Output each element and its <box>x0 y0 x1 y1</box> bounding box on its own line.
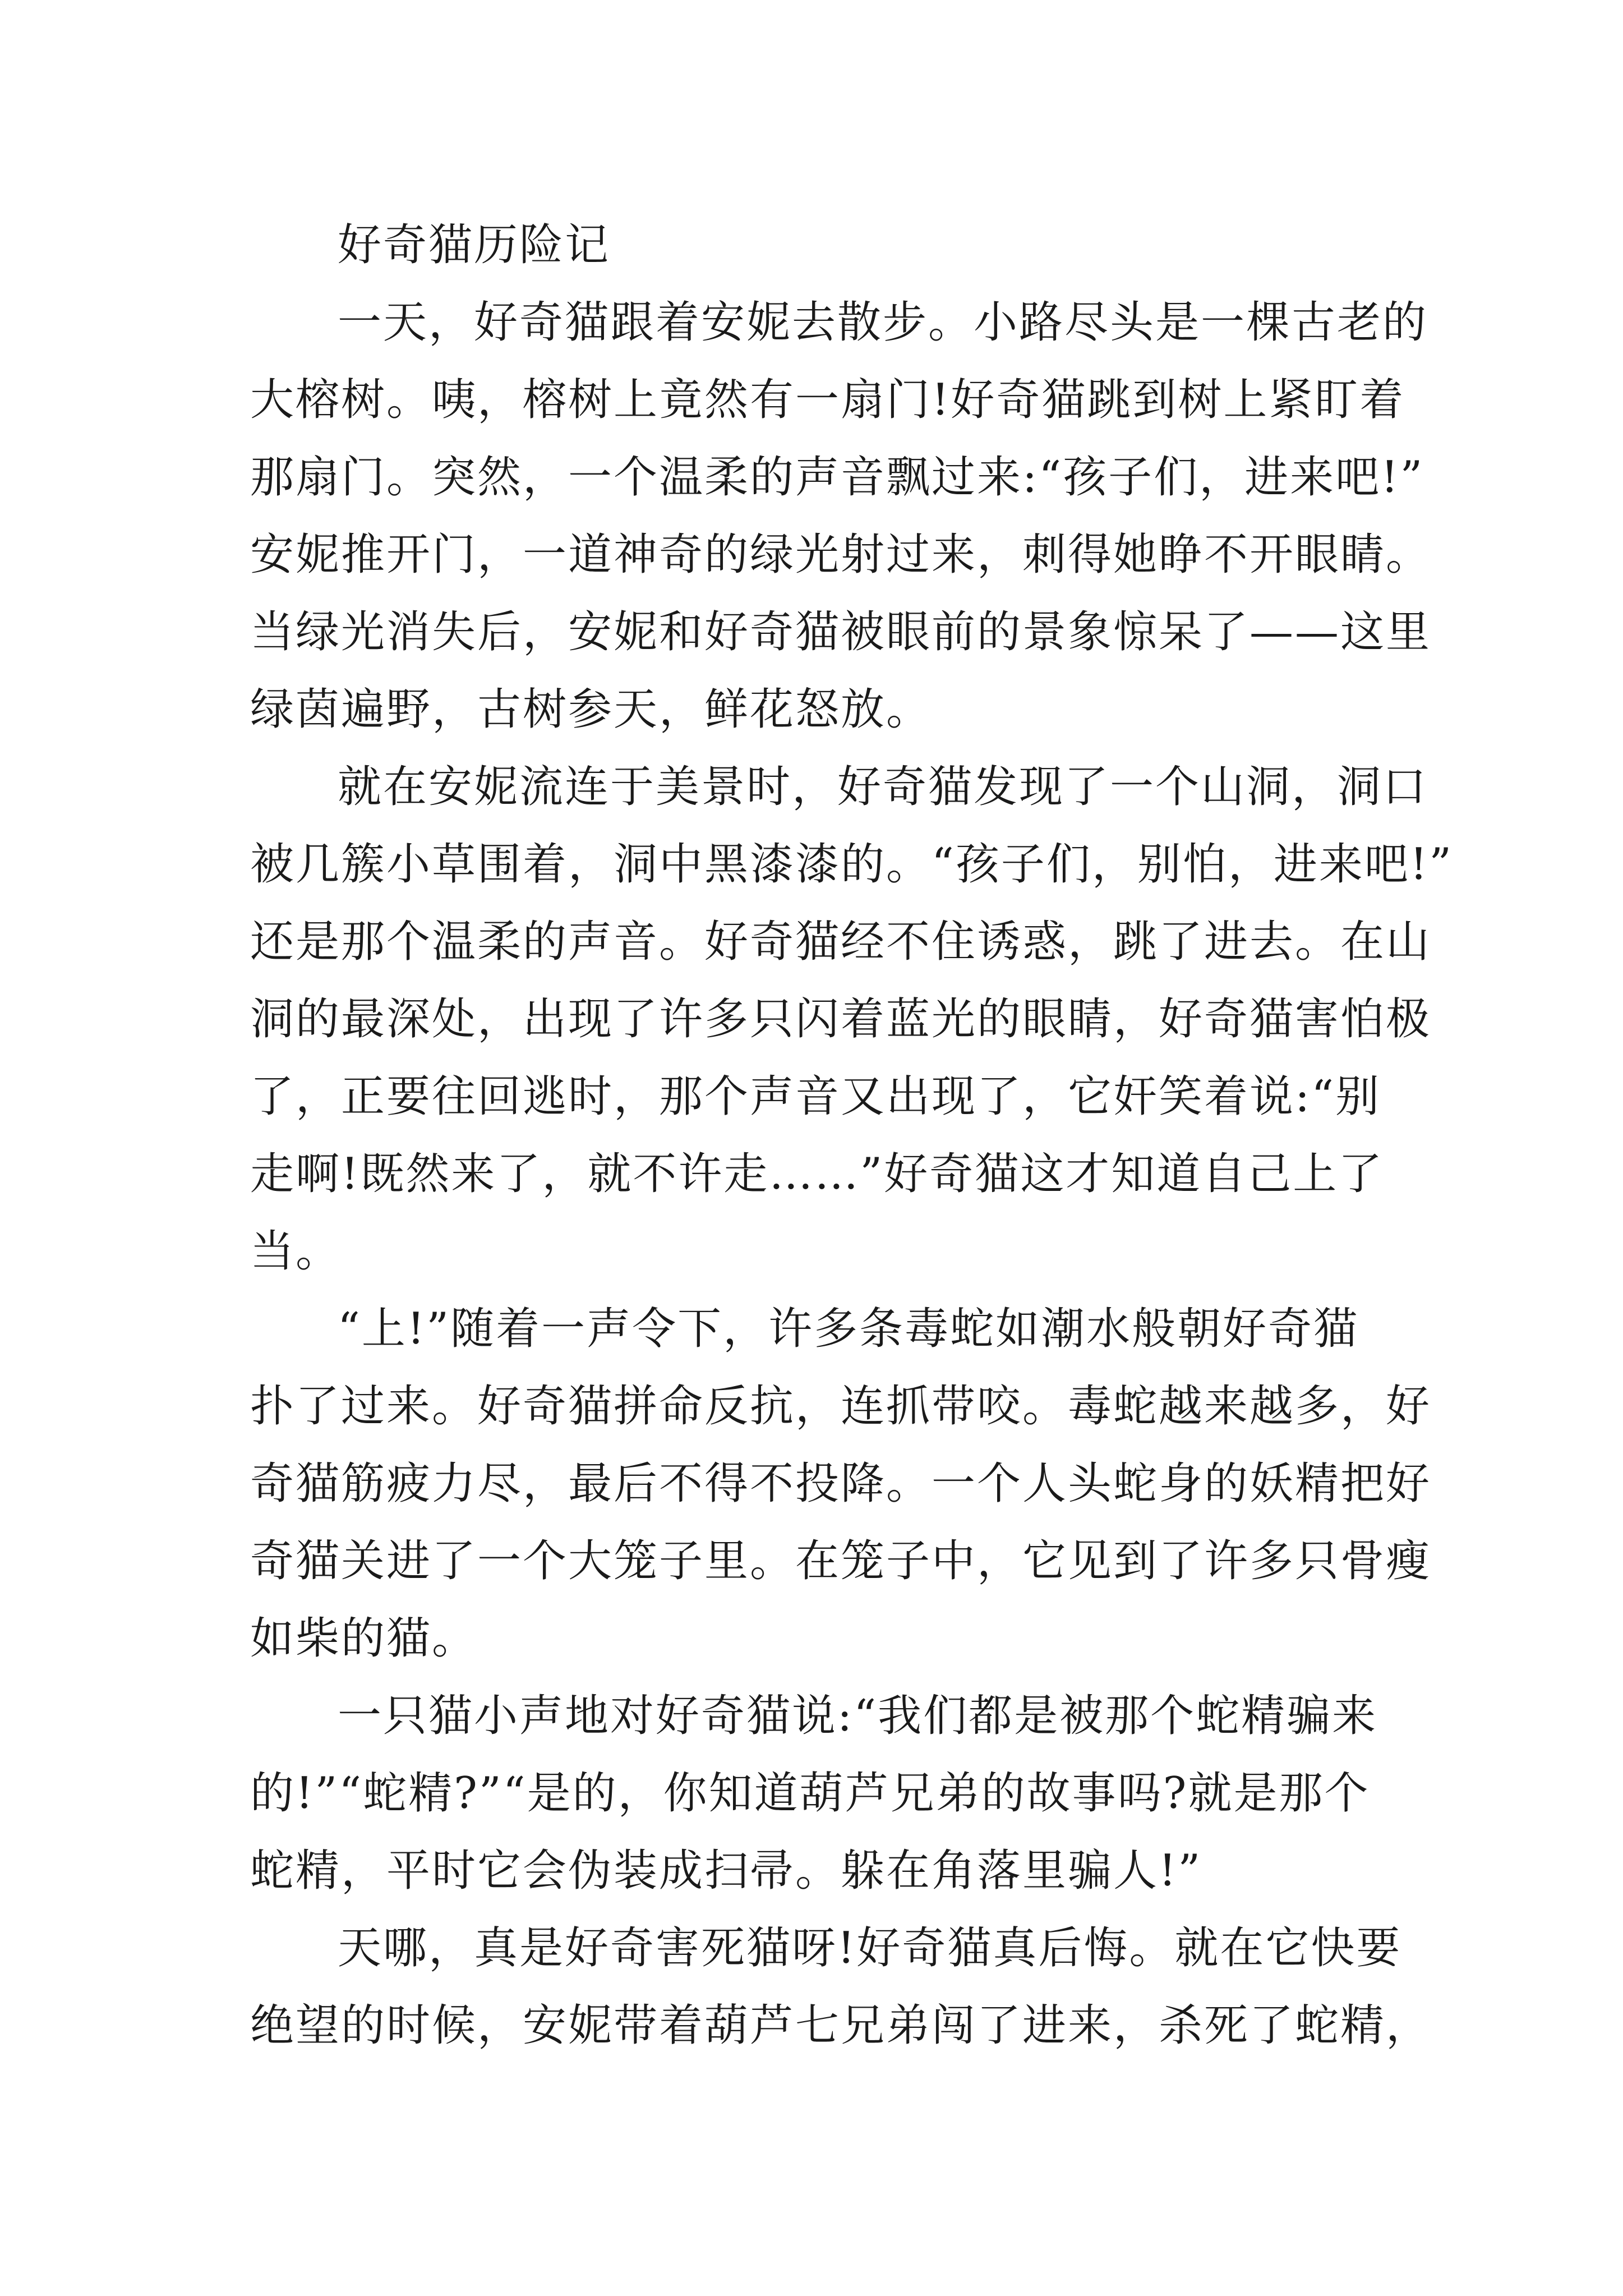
document-title: 好奇猫历险记 <box>338 220 611 270</box>
paragraph-1-line-5: 当绿光消失后，安妮和好奇猫被眼前的景象惊呆了——这里 <box>250 607 1432 657</box>
paragraph-5-line-1: 天哪，真是好奇害死猫呀!好奇猫真后悔。就在它快要 <box>338 1923 1402 1973</box>
paragraph-2-line-3: 还是那个温柔的声音。好奇猫经不住诱惑，跳了进去。在山 <box>250 917 1432 967</box>
paragraph-1-line-6: 绿茵遍野，古树参天，鲜花怒放。 <box>250 684 932 735</box>
paragraph-4-line-1: 一只猫小声地对好奇猫说:“我们都是被那个蛇精骗来 <box>338 1691 1378 1741</box>
paragraph-1-line-4: 安妮推开门，一道神奇的绿光射过来，刺得她睁不开眼睛。 <box>250 530 1432 580</box>
paragraph-2-line-7: 当。 <box>250 1226 342 1277</box>
paragraph-4-line-3: 蛇精，平时它会伪装成扫帚。躲在角落里骗人!” <box>250 1846 1202 1896</box>
paragraph-2-line-4: 洞的最深处，出现了许多只闪着蓝光的眼睛，好奇猫害怕极 <box>250 994 1432 1045</box>
paragraph-2-line-1: 就在安妮流连于美景时，好奇猫发现了一个山洞，洞口 <box>338 762 1428 812</box>
paragraph-3-line-3: 奇猫筋疲力尽，最后不得不投降。一个人头蛇身的妖精把好 <box>250 1458 1432 1509</box>
document-body <box>250 206 1454 2064</box>
paragraph-2-line-5: 了，正要往回逃时，那个声音又出现了，它奸笑着说:“别 <box>250 1071 1381 1122</box>
paragraph-3-line-5: 如柴的猫。 <box>250 1613 478 1664</box>
paragraph-2-line-6: 走啊!既然来了，就不许走……”好奇猫这才知道自己上了 <box>250 1149 1384 1199</box>
paragraph-4-line-2: 的!”“蛇精?”“是的，你知道葫芦兄弟的故事吗?就是那个 <box>250 1768 1370 1819</box>
paragraph-3-line-1: “上!”随着一声令下，许多条毒蛇如潮水般朝好奇猫 <box>338 1304 1359 1354</box>
paragraph-1-line-2: 大榕树。咦，榕树上竟然有一扇门!好奇猫跳到树上紧盯着 <box>250 375 1405 425</box>
paragraph-3-line-2: 扑了过来。好奇猫拼命反抗，连抓带咬。毒蛇越来越多，好 <box>250 1381 1432 1432</box>
paragraph-2-line-2: 被几簇小草围着，洞中黑漆漆的。“孩子们，别怕，进来吧!” <box>250 839 1454 890</box>
paragraph-1-line-3: 那扇门。突然，一个温柔的声音飘过来:“孩子们，进来吧!” <box>250 452 1424 503</box>
paragraph-5-line-2: 绝望的时候，安妮带着葫芦七兄弟闯了进来，杀死了蛇精， <box>250 2000 1432 2051</box>
paragraph-3-line-4: 奇猫关进了一个大笼子里。在笼子中，它见到了许多只骨瘦 <box>250 1536 1432 1586</box>
paragraph-1-line-1: 一天，好奇猫跟着安妮去散步。小路尽头是一棵古老的 <box>338 297 1428 348</box>
